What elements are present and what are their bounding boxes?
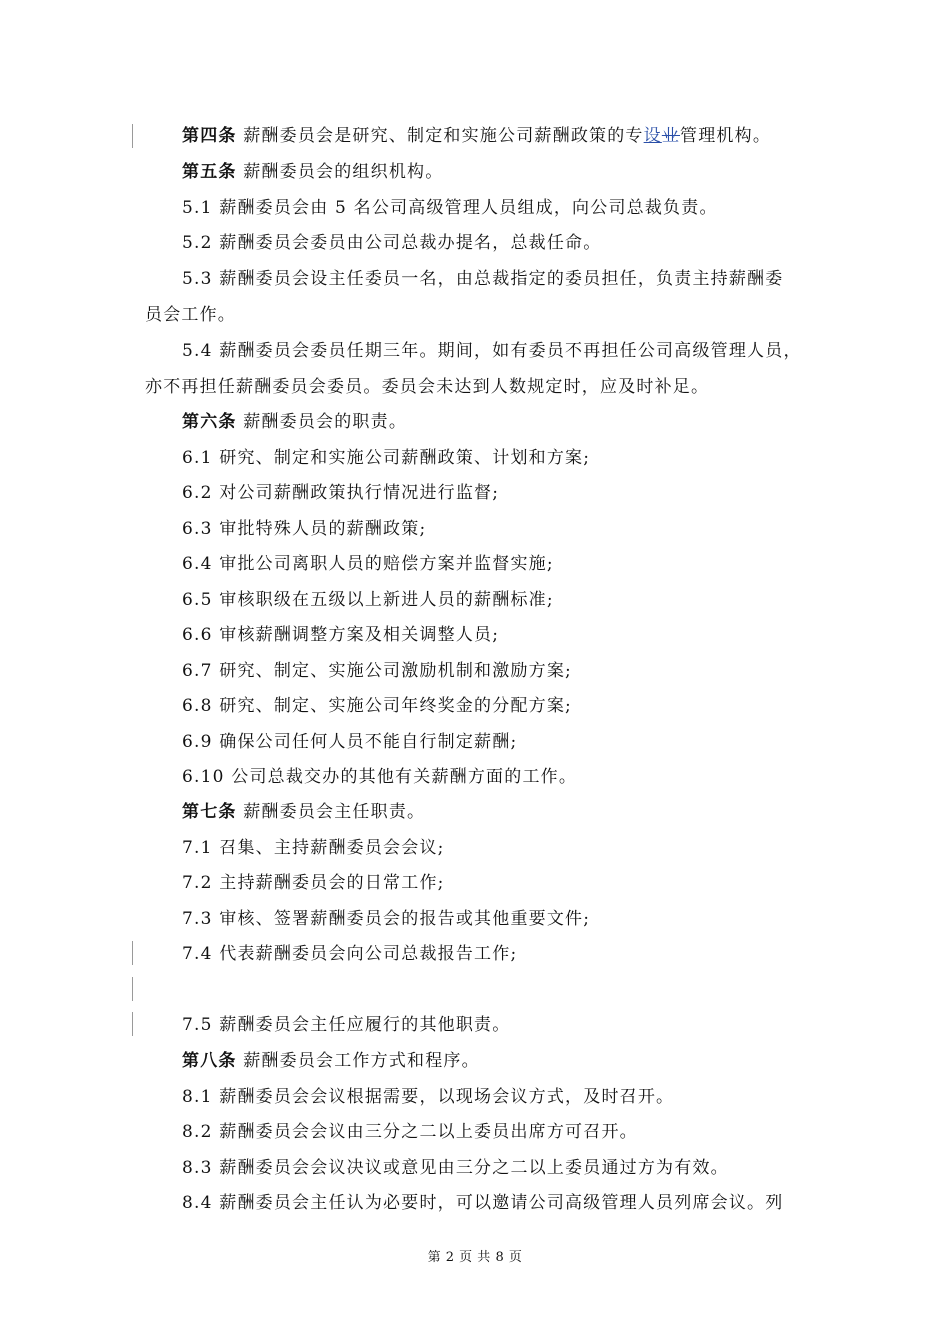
clause-5-4: 5.4 薪酬委员会委员任期三年。期间，如有委员不再担任公司高级管理人员，	[182, 341, 802, 361]
clause-5-4-continued: 亦不再担任薪酬委员会委员。委员会未达到人数规定时，应及时补足。	[145, 377, 710, 397]
clause-8-2: 8.2 薪酬委员会会议由三分之二以上委员出席方可召开。	[182, 1122, 638, 1142]
clause-5-3: 5.3 薪酬委员会设主任委员一名，由总裁指定的委员担任，负责主持薪酬委	[182, 269, 784, 289]
clause-7-3: 7.3 审核、签署薪酬委员会的报告或其他重要文件;	[182, 909, 591, 929]
clause-5-3-continued: 员会工作。	[145, 305, 236, 325]
paragraph-text: 薪酬委员会工作方式和程序。	[243, 1051, 480, 1071]
clause-8-3: 8.3 薪酬委员会会议决议或意见由三分之二以上委员通过方为有效。	[182, 1158, 729, 1178]
clause-6-5: 6.5 审核职级在五级以上新进人员的薪酬标准;	[182, 590, 554, 610]
article-heading: 第四条	[182, 126, 237, 146]
clause-7-1: 7.1 召集、主持薪酬委员会会议;	[182, 838, 445, 858]
revision-change-bar	[132, 941, 133, 965]
clause-6-3: 6.3 审批特殊人员的薪酬政策;	[182, 519, 427, 539]
tracked-deletion: 业	[661, 126, 681, 146]
clause-8-1: 8.1 薪酬委员会会议根据需要，以现场会议方式，及时召开。	[182, 1087, 675, 1107]
clause-6-7: 6.7 研究、制定、实施公司激励机制和激励方案;	[182, 661, 572, 681]
revision-change-bar	[132, 977, 133, 1001]
article-6-heading-line	[182, 410, 852, 434]
tracked-insertion: 设	[643, 126, 662, 146]
clause-8-4: 8.4 薪酬委员会主任认为必要时，可以邀请公司高级管理人员列席会议。列	[182, 1193, 784, 1213]
article-heading: 第八条	[182, 1051, 237, 1071]
clause-6-6: 6.6 审核薪酬调整方案及相关调整人员;	[182, 625, 500, 645]
revision-change-bar	[132, 124, 133, 148]
clause-7-4: 7.4 代表薪酬委员会向公司总裁报告工作;	[182, 944, 518, 964]
clause-6-4: 6.4 审批公司离职人员的赔偿方案并监督实施;	[182, 554, 554, 574]
clause-6-2: 6.2 对公司薪酬政策执行情况进行监督;	[182, 483, 500, 503]
paragraph-text: 薪酬委员会主任职责。	[243, 802, 426, 822]
clause-6-10: 6.10 公司总裁交办的其他有关薪酬方面的工作。	[182, 767, 578, 787]
page-footer: 第 2 页 共 8 页	[427, 1250, 523, 1265]
article-heading: 第七条	[182, 802, 237, 822]
clause-6-1: 6.1 研究、制定和实施公司薪酬政策、计划和方案;	[182, 448, 591, 468]
paragraph-text: 管理机构。	[680, 126, 772, 146]
clause-5-1: 5.1 薪酬委员会由 5 名公司高级管理人员组成，向公司总裁负责。	[182, 198, 718, 218]
article-4-paragraph	[182, 124, 852, 148]
clause-5-2: 5.2 薪酬委员会委员由公司总裁办提名，总裁任命。	[182, 233, 602, 253]
article-7-heading-line	[182, 800, 852, 824]
article-heading: 第六条	[182, 412, 237, 432]
article-heading: 第五条	[182, 162, 237, 182]
clause-6-8: 6.8 研究、制定、实施公司年终奖金的分配方案;	[182, 696, 572, 716]
clause-7-2: 7.2 主持薪酬委员会的日常工作;	[182, 873, 445, 893]
paragraph-text: 薪酬委员会的职责。	[243, 412, 408, 432]
paragraph-text: 薪酬委员会的组织机构。	[243, 162, 444, 182]
clause-7-5: 7.5 薪酬委员会主任应履行的其他职责。	[182, 1015, 511, 1035]
revision-change-bar	[132, 1012, 133, 1036]
paragraph-text: 薪酬委员会是研究、制定和实施公司薪酬政策的专	[243, 126, 644, 146]
article-5-heading-line	[182, 160, 852, 184]
article-8-heading-line	[182, 1049, 852, 1073]
clause-6-9: 6.9 确保公司任何人员不能自行制定薪酬;	[182, 732, 518, 752]
